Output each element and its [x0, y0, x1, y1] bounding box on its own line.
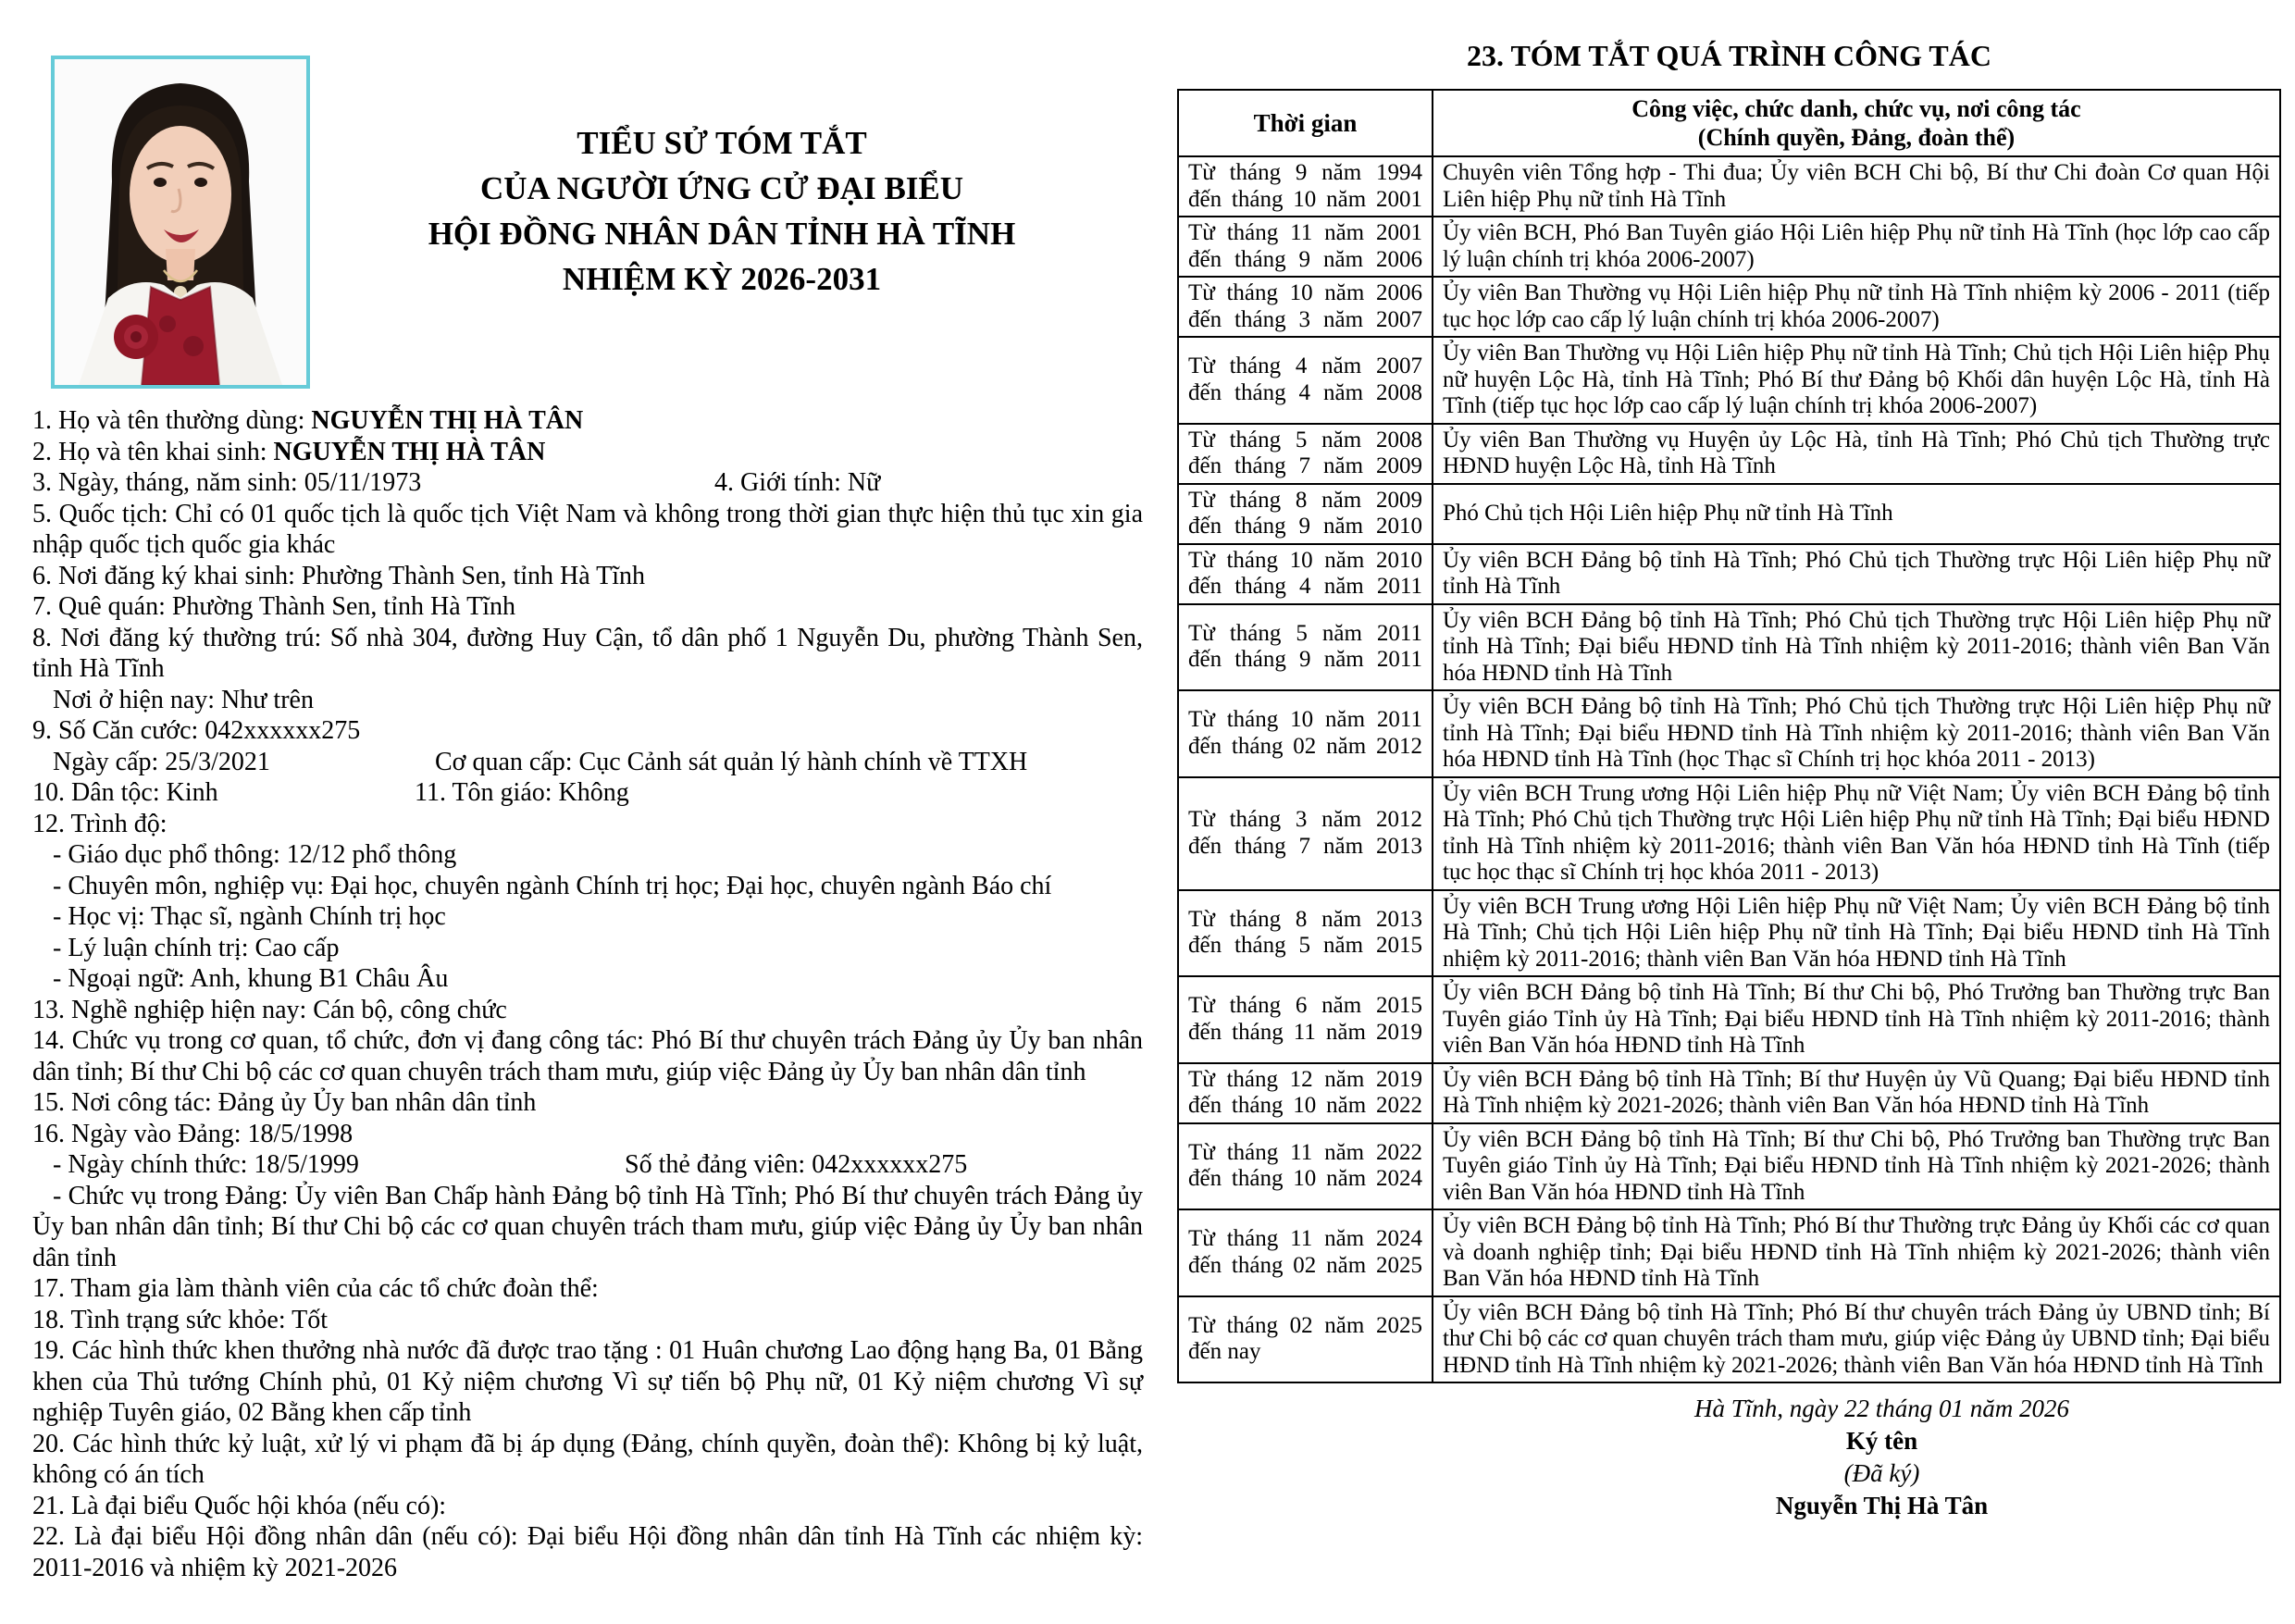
career-time-line: đến tháng 10 năm 2024: [1188, 1166, 1422, 1192]
career-row-time: [1178, 484, 1433, 544]
career-row-description: Ủy viên Ban Thường vụ Hội Liên hiệp Phụ nữ tỉnh Hà Tĩnh; Chủ tịch Hội Liên hiệp Phụ nữ huyện Lộc Hà, tỉnh Hà Tĩnh; Phó Bí thư Đảng bộ Khối dân huyện Lộc Hà, tỉnh Hà Tĩnh (tiếp tục học lớp cao cấp lý luận chính trị khóa 2006-2007): [1433, 337, 2280, 424]
bio-text-segment: Cơ quan cấp: Cục Cảnh sát quản lý hành chính về TTXH: [435, 747, 1028, 776]
bio-line: [32, 1119, 1143, 1150]
bio-text-segment: NGUYỄN THỊ HÀ TÂN: [311, 406, 584, 435]
career-row: [1178, 1209, 2280, 1296]
bio-line: [32, 499, 1143, 561]
bio-line: [32, 933, 1143, 964]
career-time-line: Từ tháng 11 năm 2001: [1188, 220, 1422, 245]
career-row: [1178, 484, 2280, 544]
career-row-time: [1178, 156, 1433, 217]
bio-text-segment: 14. Chức vụ trong cơ quan, tổ chức, đơn vị đang công tác: Phó Bí thư chuyên trách Đảng ủy Ủy ban nhân dân tỉnh; Bí thư Chi bộ các cơ quan chuyên trách tham mưu, giúp việc Đảng ủy Ủy ban nhân dân tỉnh: [32, 1026, 1143, 1086]
bio-text-segment: 10. Dân tộc: Kinh: [32, 778, 218, 807]
bio-text-segment: 21. Là đại biểu Quốc hội khóa (nếu có):: [32, 1491, 447, 1520]
career-header-work-line-1: Công việc, chức danh, chức vụ, nơi công tác: [1631, 95, 2081, 122]
career-row: [1178, 1063, 2280, 1123]
career-row-description: Chuyên viên Tổng hợp - Thi đua; Ủy viên BCH Chi bộ, Bí thư Chi đoàn Cơ quan Hội Liên hiệp Phụ nữ tỉnh Hà Tĩnh: [1433, 156, 2280, 217]
bio-text-segment: 19. Các hình thức khen thưởng nhà nước đã được trao tặng : 01 Huân chương Lao động hạng Ba, 01 Bằng khen của Thủ tướng Chính phủ, 01 Kỷ niệm chương Vì sự tiến bộ Phụ nữ, 01 Kỷ niệm chương Vì sự nghiệp Tuyên giáo, 02 Bằng khen cấp tỉnh: [32, 1336, 1143, 1427]
bio-text-segment: - Lý luận chính trị: Cao cấp: [53, 933, 340, 962]
bio-line: [32, 839, 1143, 871]
career-row-time: [1178, 424, 1433, 484]
bio-text-segment: 6. Nơi đăng ký khai sinh: Phường Thành Sen, tỉnh Hà Tĩnh: [32, 561, 646, 590]
career-time-line: đến tháng 4 năm 2011: [1188, 574, 1422, 599]
career-time-line: đến tháng 10 năm 2001: [1188, 186, 1422, 212]
career-row-description: Ủy viên BCH Đảng bộ tỉnh Hà Tĩnh; Phó Chủ tịch Thường trực Hội Liên hiệp Phụ nữ tỉnh Hà Tĩnh; Đại biểu HĐND tỉnh Hà Tĩnh nhiệm kỳ 2011-2016; thành viên Ban Văn hóa HĐND tỉnh Hà Tĩnh (học Thạc sĩ Chính trị học khóa 2011 - 2013): [1433, 690, 2280, 777]
bio-line: [32, 1305, 1143, 1336]
candidate-photo-illustration: [55, 59, 306, 385]
career-row-description: Ủy viên BCH Trung ương Hội Liên hiệp Phụ nữ Việt Nam; Ủy viên BCH Đảng bộ tỉnh Hà Tĩnh; Phó Chủ tịch Thường trực Hội Liên hiệp Phụ nữ tỉnh Hà Tĩnh; Đại biểu HĐND tỉnh Hà Tĩnh nhiệm kỳ 2011-2016; thành viên Ban Văn hóa HĐND tỉnh Hà Tĩnh (tiếp tục học thạc sĩ Chính trị học khóa 2011 - 2013): [1433, 777, 2280, 890]
bio-line: [32, 809, 1143, 840]
document-title-line-2: CỦA NGƯỜI ỨNG CỬ ĐẠI BIỂU: [479, 170, 964, 206]
career-row-time: [1178, 1123, 1433, 1210]
career-time-line: đến tháng 02 năm 2012: [1188, 733, 1422, 759]
bio-line: [32, 1181, 1143, 1274]
bio-line: [32, 437, 1143, 468]
bio-text-segment: 20. Các hình thức kỷ luật, xử lý vi phạm đã bị áp dụng (Đảng, chính quyền, đoàn thể): Không bị kỷ luật, không có án tích: [32, 1429, 1143, 1489]
career-row: [1178, 1296, 2280, 1383]
bio-text-segment: 22. Là đại biểu Hội đồng nhân dân (nếu có): Đại biểu Hội đồng nhân dân tỉnh Hà Tĩnh các nhiệm kỳ: 2011-2016 và nhiệm kỳ 2021-2026: [32, 1522, 1143, 1582]
career-time-line: Từ tháng 9 năm 1994: [1188, 160, 1422, 185]
bio-text-segment: 5. Quốc tịch: Chỉ có 01 quốc tịch là quốc tịch Việt Nam và không trong thời gian thực hiện thủ tục xin gia nhập quốc tịch quốc gia khác: [32, 499, 1143, 559]
career-section-title: 23. TÓM TẮT QUÁ TRÌNH CÔNG TÁC: [1467, 39, 1991, 72]
career-row-description: Ủy viên BCH Đảng bộ tỉnh Hà Tĩnh; Phó Chủ tịch Thường trực Hội Liên hiệp Phụ nữ tỉnh Hà Tĩnh; Đại biểu HĐND tỉnh Hà Tĩnh nhiệm kỳ 2011-2016; thành viên Ban Văn hóa HĐND tỉnh Hà Tĩnh: [1433, 604, 2280, 691]
career-time-line: Từ tháng 11 năm 2024: [1188, 1226, 1422, 1252]
career-time-line: đến tháng 9 năm 2011: [1188, 647, 1422, 673]
signature-sign-label: Ký tên: [1845, 1427, 1918, 1455]
career-time-line: Từ tháng 5 năm 2011: [1188, 620, 1422, 646]
career-table-body: [1178, 156, 2280, 1382]
bio-line: [32, 561, 1143, 592]
career-time-line: Từ tháng 6 năm 2015: [1188, 993, 1422, 1019]
career-header-work: [1433, 90, 2280, 156]
bio-text-segment: 8. Nơi đăng ký thường trú: Số nhà 304, đường Huy Cận, tổ dân phố 1 Nguyễn Du, phường Thành Sen, tỉnh Hà Tĩnh: [32, 623, 1143, 683]
career-time-line: Từ tháng 02 năm 2025: [1188, 1312, 1422, 1338]
signature-place-date: Hà Tĩnh, ngày 22 tháng 01 năm 2026: [1694, 1395, 2069, 1422]
bio-line: [32, 1087, 1143, 1119]
career-section: [1177, 26, 2281, 1522]
bio-line: [32, 1149, 1143, 1181]
document-title: [315, 120, 1129, 302]
career-time-line: Từ tháng 8 năm 2009: [1188, 487, 1422, 513]
career-row-time: [1178, 1209, 1433, 1296]
bio-line: [32, 685, 1143, 716]
career-row-time: [1178, 277, 1433, 337]
bio-text-segment: - Chuyên môn, nghiệp vụ: Đại học, chuyên ngành Chính trị học; Đại học, chuyên ngành Báo chí: [53, 871, 1052, 900]
career-time-line: đến nay: [1188, 1339, 1261, 1365]
bio-text-segment: NGUYỄN THỊ HÀ TÂN: [273, 437, 546, 466]
career-time-line: đến tháng 3 năm 2007: [1188, 306, 1422, 332]
candidate-photo: [51, 56, 310, 389]
career-row-time: [1178, 337, 1433, 424]
bio-line: [32, 467, 1143, 499]
bio-text-segment: 2. Họ và tên khai sinh:: [32, 437, 274, 466]
career-time-line: đến tháng 10 năm 2022: [1188, 1093, 1422, 1118]
career-row: [1178, 217, 2280, 277]
bio-text-segment: 4. Giới tính: Nữ: [714, 468, 881, 497]
bio-text-segment: 9. Số Căn cước: 042xxxxxx275: [32, 716, 361, 745]
bio-line: [32, 1521, 1143, 1583]
bio-text-segment: 15. Nơi công tác: Đảng ủy Ủy ban nhân dân tỉnh: [32, 1088, 537, 1117]
career-row: [1178, 277, 2280, 337]
career-time-line: đến tháng 9 năm 2006: [1188, 246, 1422, 272]
bio-text-segment: - Học vị: Thạc sĩ, ngành Chính trị học: [53, 902, 446, 931]
bio-text-segment: 1. Họ và tên thường dùng:: [32, 406, 312, 435]
career-row-time: [1178, 544, 1433, 604]
bio-line: [32, 995, 1143, 1026]
bio-text-segment: - Chức vụ trong Đảng: Ủy viên Ban Chấp hành Đảng bộ tỉnh Hà Tĩnh; Phó Bí thư chuyên trách Đảng ủy Ủy ban nhân dân tỉnh; Bí thư Chi bộ các cơ quan chuyên trách tham mưu, giúp việc Đảng ủy Ủy ban nhân dân tỉnh: [32, 1181, 1143, 1272]
career-row-description: Ủy viên BCH Đảng bộ tỉnh Hà Tĩnh; Phó Bí thư Thường trực Đảng ủy Khối các cơ quan và doanh nghiệp tỉnh; Đại biểu HĐND tỉnh Hà Tĩnh nhiệm kỳ 2021-2026; thành viên Ban Văn hóa HĐND tỉnh Hà Tĩnh: [1433, 1209, 2280, 1296]
career-time-line: đến tháng 4 năm 2008: [1188, 379, 1422, 405]
career-time-line: Từ tháng 10 năm 2010: [1188, 547, 1422, 573]
bio-text-segment: 16. Ngày vào Đảng: 18/5/1998: [32, 1119, 354, 1148]
bio-line: [32, 405, 1143, 437]
career-time-line: Từ tháng 11 năm 2022: [1188, 1139, 1422, 1165]
career-row: [1178, 544, 2280, 604]
bio-line: [32, 1335, 1143, 1429]
career-row: [1178, 777, 2280, 890]
career-row-description: Ủy viên Ban Thường vụ Hội Liên hiệp Phụ nữ tỉnh Hà Tĩnh nhiệm kỳ 2006 - 2011 (tiếp tục học lớp cao cấp lý luận chính trị khóa 2006-2007): [1433, 277, 2280, 337]
career-row-time: [1178, 1296, 1433, 1383]
career-time-line: đến tháng 02 năm 2025: [1188, 1252, 1422, 1278]
bio-line: [32, 591, 1143, 623]
bio-line: [32, 901, 1143, 933]
bio-text-segment: 3. Ngày, tháng, năm sinh: 05/11/1973: [32, 468, 422, 497]
career-row-time: [1178, 604, 1433, 691]
bio-line: [32, 623, 1143, 685]
bio-line: [32, 715, 1143, 747]
career-row-description: Ủy viên BCH, Phó Ban Tuyên giáo Hội Liên hiệp Phụ nữ tỉnh Hà Tĩnh (học lớp cao cấp lý luận chính trị khóa 2006-2007): [1433, 217, 2280, 277]
career-header-work-line-2: (Chính quyền, Đảng, đoàn thể): [1697, 124, 2016, 151]
career-row: [1178, 337, 2280, 424]
career-row: [1178, 424, 2280, 484]
bio-text-segment: 11. Tôn giáo: Không: [415, 778, 629, 807]
career-table: [1177, 89, 2281, 1383]
career-row-description: Ủy viên Ban Thường vụ Huyện ủy Lộc Hà, tỉnh Hà Tĩnh; Phó Chủ tịch Thường trực HĐND huyện Lộc Hà, tỉnh Hà Tĩnh: [1433, 424, 2280, 484]
career-row-description: Ủy viên BCH Đảng bộ tỉnh Hà Tĩnh; Phó Bí thư chuyên trách Đảng ủy UBND tỉnh; Bí thư Chi bộ các cơ quan chuyên trách tham mưu, giúp việc Đảng ủy UBND tỉnh; Đại biểu HĐND tỉnh Hà Tĩnh nhiệm kỳ 2021-2026; thành viên Ban Văn hóa HĐND tỉnh Hà Tĩnh: [1433, 1296, 2280, 1383]
bio-text-segment: 12. Trình độ:: [32, 809, 167, 838]
bio-items: [32, 405, 1143, 1583]
career-time-line: đến tháng 7 năm 2009: [1188, 453, 1422, 478]
bio-text-segment: - Ngày chính thức: 18/5/1999: [53, 1150, 359, 1179]
signature-name: Nguyễn Thị Hà Tân: [1775, 1492, 1989, 1519]
bio-text-segment: 17. Tham gia làm thành viên của các tổ chức đoàn thể:: [32, 1274, 599, 1303]
bio-line: [32, 777, 1143, 809]
career-time-line: Từ tháng 5 năm 2008: [1188, 427, 1422, 452]
bio-line: [32, 1273, 1143, 1305]
bio-line: [32, 871, 1143, 902]
career-table-header-row: [1178, 90, 2280, 156]
career-row-time: [1178, 890, 1433, 977]
bio-line: [32, 1025, 1143, 1087]
bio-text-segment: 18. Tình trạng sức khỏe: Tốt: [32, 1305, 328, 1334]
career-time-line: đến tháng 11 năm 2019: [1188, 1019, 1422, 1045]
document-title-line-1: TIỂU SỬ TÓM TẮT: [577, 125, 867, 161]
career-row: [1178, 690, 2280, 777]
career-row: [1178, 890, 2280, 977]
bio-text-segment: - Giáo dục phổ thông: 12/12 phổ thông: [53, 840, 457, 869]
bio-text-segment: Số thẻ đảng viên: 042xxxxxx275: [625, 1150, 968, 1179]
career-row-description: Ủy viên BCH Đảng bộ tỉnh Hà Tĩnh; Bí thư Chi bộ, Phó Trưởng ban Thường trực Ban Tuyên giáo Tỉnh ủy Hà Tĩnh; Đại biểu HĐND tỉnh Hà Tĩnh nhiệm kỳ 2011-2016; thành viên Ban Văn hóa HĐND tỉnh Hà Tĩnh: [1433, 976, 2280, 1063]
career-row-time: [1178, 217, 1433, 277]
career-time-line: Từ tháng 3 năm 2012: [1188, 807, 1422, 832]
career-row-description: Ủy viên BCH Trung ương Hội Liên hiệp Phụ nữ Việt Nam; Ủy viên BCH Đảng bộ tỉnh Hà Tĩnh; Chủ tịch Hội Liên hiệp Phụ nữ tỉnh Hà Tĩnh; Đại biểu HĐND tỉnh Hà Tĩnh nhiệm kỳ 2011-2016; thành viên Ban Văn hóa HĐND tỉnh Hà Tĩnh: [1433, 890, 2280, 977]
career-time-line: Từ tháng 10 năm 2011: [1188, 707, 1422, 733]
career-row-description: Ủy viên BCH Đảng bộ tỉnh Hà Tĩnh; Bí thư Huyện ủy Vũ Quang; Đại biểu HĐND tỉnh Hà Tĩnh nhiệm kỳ 2021-2026; thành viên Ban Văn hóa HĐND tỉnh Hà Tĩnh: [1433, 1063, 2280, 1123]
bio-text-segment: - Ngoại ngữ: Anh, khung B1 Châu Âu: [53, 964, 449, 993]
career-time-line: Từ tháng 10 năm 2006: [1188, 280, 1422, 305]
signature-signed-note: (Đã ký): [1843, 1459, 1920, 1487]
career-row-time: [1178, 690, 1433, 777]
signature-block: [1177, 1393, 2281, 1522]
bio-line: [32, 747, 1143, 778]
career-row-time: [1178, 1063, 1433, 1123]
career-time-line: Từ tháng 12 năm 2019: [1188, 1066, 1422, 1092]
bio-text-segment: Ngày cấp: 25/3/2021: [53, 747, 270, 776]
career-row-description: Ủy viên BCH Đảng bộ tỉnh Hà Tĩnh; Bí thư Chi bộ, Phó Trưởng ban Thường trực Ban Tuyên giáo Tỉnh ủy Hà Tĩnh; Đại biểu HĐND tỉnh Hà Tĩnh nhiệm kỳ 2021-2026; thành viên Ban Văn hóa HĐND tỉnh Hà Tĩnh: [1433, 1123, 2280, 1210]
career-header-time: Thời gian: [1178, 90, 1433, 156]
bio-line: [32, 1491, 1143, 1522]
career-time-line: đến tháng 5 năm 2015: [1188, 933, 1422, 959]
career-time-line: Từ tháng 8 năm 2013: [1188, 906, 1422, 932]
document-title-line-4: NHIỆM KỲ 2026-2031: [562, 261, 882, 297]
career-row: [1178, 1123, 2280, 1210]
career-row: [1178, 156, 2280, 217]
career-row: [1178, 604, 2280, 691]
bio-text-segment: Nơi ở hiện nay: Như trên: [53, 685, 314, 714]
bio-line: [32, 1429, 1143, 1491]
career-time-line: đến tháng 7 năm 2013: [1188, 833, 1422, 859]
bio-text-segment: 13. Nghề nghiệp hiện nay: Cán bộ, công chức: [32, 995, 507, 1024]
career-row-time: [1178, 976, 1433, 1063]
career-time-line: Từ tháng 4 năm 2007: [1188, 353, 1422, 379]
career-row-description: Phó Chủ tịch Hội Liên hiệp Phụ nữ tỉnh Hà Tĩnh: [1433, 484, 2280, 544]
bio-text-segment: 7. Quê quán: Phường Thành Sen, tỉnh Hà Tĩnh: [32, 592, 516, 621]
career-row: [1178, 976, 2280, 1063]
career-time-line: đến tháng 9 năm 2010: [1188, 514, 1422, 539]
bio-line: [32, 963, 1143, 995]
career-row-time: [1178, 777, 1433, 890]
document-title-line-3: HỘI ĐỒNG NHÂN DÂN TỈNH HÀ TĨNH: [428, 216, 1016, 252]
career-row-description: Ủy viên BCH Đảng bộ tỉnh Hà Tĩnh; Phó Chủ tịch Thường trực Hội Liên hiệp Phụ nữ tỉnh Hà Tĩnh: [1433, 544, 2280, 604]
